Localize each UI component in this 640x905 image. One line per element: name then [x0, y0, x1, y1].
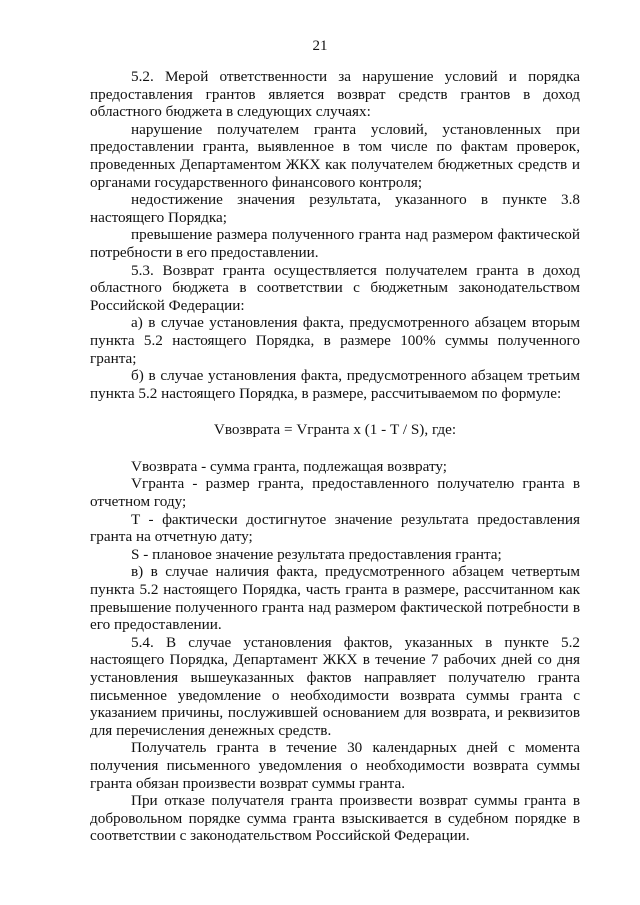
- document-body: [90, 68, 580, 845]
- paragraph-case-result: недостижение значения результата, указанного в пункте 3.8 настоящего Порядка;: [90, 191, 580, 226]
- paragraph-refusal: При отказе получателя гранта произвести возврат суммы гранта в добровольном порядке сумма гранта взыскивается в судебном порядке в соответствии с законодательством Российской Федерации.: [90, 792, 580, 845]
- paragraph-5-4: 5.4. В случае установления фактов, указанных в пункте 5.2 настоящего Порядка, Департамент ЖКХ в течение 7 рабочих дней со дня установления вышеуказанных фактов направляет получателю гранта письменное уведомление о необходимости возврата суммы гранта с указанием причины, послужившей основанием для возврата, и реквизитов для перечисления денежных средств.: [90, 633, 580, 739]
- paragraph-case-excess: превышение размера полученного гранта над размером фактической потребности в его предоставлении.: [90, 226, 580, 261]
- definition-t: T - фактически достигнутое значение результата предоставления гранта на отчетную дату;: [90, 510, 580, 546]
- definition-v-refund: Vвозврата - сумма гранта, подлежащая возврату;: [131, 457, 447, 475]
- definition-v-grant: Vгранта - размер гранта, предоставленного получателю гранта в отчетном году;: [90, 475, 580, 511]
- paragraph-5-2: 5.2. Мерой ответственности за нарушение условий и порядка предоставления грантов является возврат средств грантов в доход областного бюджета в следующих случаях:: [90, 68, 580, 121]
- paragraph-5-3: 5.3. Возврат гранта осуществляется получателем гранта в доход областного бюджета в соответствии с бюджетным законодательством Российской Федерации:: [90, 261, 580, 314]
- paragraph-case-violation: нарушение получателем гранта условий, установленных при предоставлении гранта, выявленное в том числе по фактам проверок, проведенных Департаментом ЖКХ как получателем бюджетных средств и органами государственного финансового контроля;: [90, 120, 580, 191]
- paragraph-5-3-a: а) в случае установления факта, предусмотренного абзацем вторым пункта 5.2 настоящего Порядка, в размере 100% суммы полученного гранта;: [90, 314, 580, 367]
- paragraph-5-3-b: б) в случае установления факта, предусмотренного абзацем третьим пункта 5.2 настоящего Порядка, в размере, рассчитываемом по формуле:: [90, 367, 580, 402]
- paragraph-30-days: Получатель гранта в течение 30 календарных дней с момента получения письменного уведомления о необходимости возврата суммы гранта обязан произвести возврат суммы гранта.: [90, 739, 580, 792]
- page-number: 21: [312, 38, 328, 54]
- refund-formula: Vвозврата = Vгранта х (1 - T / S), где:: [213, 421, 457, 439]
- definition-s: S - плановое значение результата предоставления гранта;: [131, 545, 502, 563]
- paragraph-5-3-v: в) в случае наличия факта, предусмотренного абзацем четвертым пункта 5.2 настоящего Порядка, часть гранта в размере, рассчитанном как превышение полученного гранта над размером фактической потребности в его предоставлении.: [90, 563, 580, 634]
